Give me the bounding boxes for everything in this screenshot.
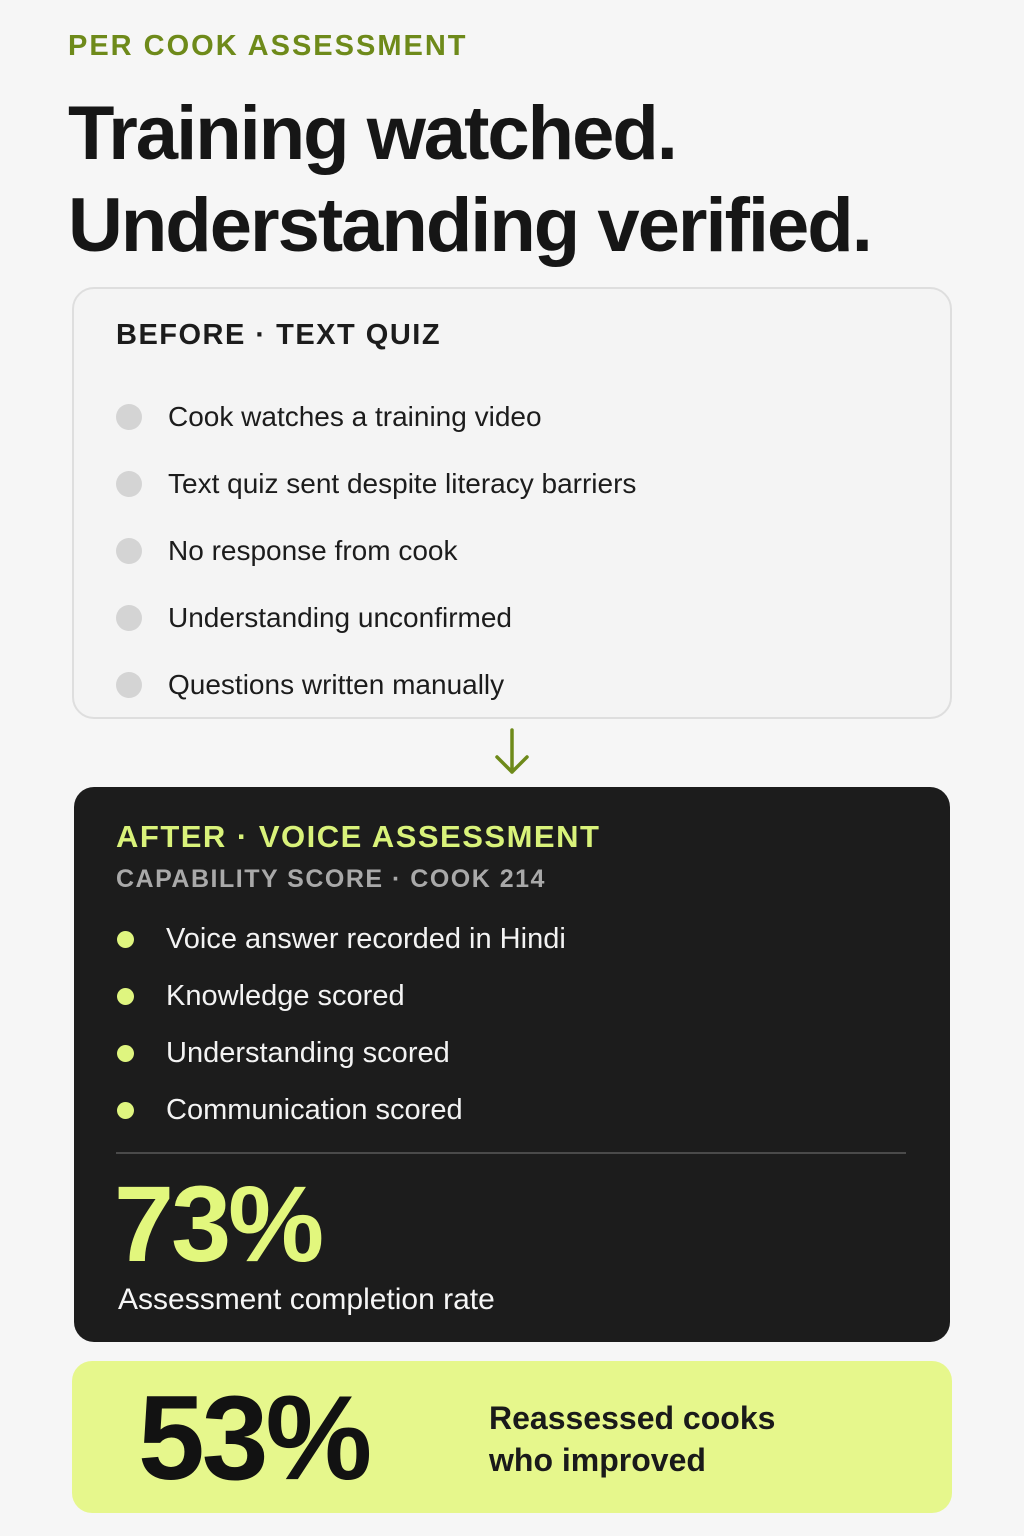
list-item [116, 1082, 566, 1139]
before-list [116, 383, 636, 718]
list-item-label: No response from cook [168, 534, 458, 566]
divider [116, 1152, 906, 1154]
list-item [116, 651, 636, 718]
headline-line-2: Understanding verified. [68, 183, 871, 268]
list-item-label: Understanding unconfirmed [168, 601, 512, 633]
section-eyebrow: PER COOK ASSESSMENT [68, 30, 468, 62]
list-item-label: Knowledge scored [166, 980, 405, 1012]
completion-rate-value: 73% [114, 1163, 322, 1284]
after-title: AFTER · VOICE ASSESSMENT [116, 819, 601, 854]
lime-bullet-icon [117, 931, 134, 948]
headline-line-1: Training watched. [68, 91, 676, 176]
grey-bullet-icon [116, 538, 142, 564]
grey-bullet-icon [116, 605, 142, 631]
list-item [116, 1025, 566, 1082]
page-headline [68, 88, 968, 272]
list-item-label: Understanding scored [166, 1037, 450, 1069]
before-card [72, 287, 952, 719]
improvement-label-line-2: who improved [489, 1442, 706, 1478]
lime-bullet-icon [117, 988, 134, 1005]
list-item-label: Communication scored [166, 1094, 463, 1126]
list-item [116, 517, 636, 584]
list-item-label: Cook watches a training video [168, 400, 542, 432]
list-item [116, 968, 566, 1025]
list-item-label: Text quiz sent despite literacy barriers [168, 467, 637, 499]
lime-bullet-icon [117, 1102, 134, 1119]
after-card [74, 787, 950, 1342]
arrow-down-icon [492, 728, 532, 776]
grey-bullet-icon [116, 471, 142, 497]
improvement-card [72, 1361, 952, 1513]
grey-bullet-icon [116, 672, 142, 698]
list-item [116, 911, 566, 968]
list-item-label: Voice answer recorded in Hindi [166, 923, 566, 955]
grey-bullet-icon [116, 404, 142, 430]
improvement-label [489, 1397, 849, 1481]
completion-rate-label: Assessment completion rate [118, 1283, 495, 1316]
before-title: BEFORE · TEXT QUIZ [116, 319, 442, 351]
list-item [116, 383, 636, 450]
improvement-value: 53% [138, 1371, 370, 1505]
lime-bullet-icon [117, 1045, 134, 1062]
list-item [116, 450, 636, 517]
improvement-label-line-1: Reassessed cooks [489, 1400, 776, 1436]
list-item-label: Questions written manually [168, 668, 505, 700]
after-list [116, 911, 566, 1139]
after-subtitle: CAPABILITY SCORE · COOK 214 [116, 865, 546, 893]
list-item [116, 584, 636, 651]
